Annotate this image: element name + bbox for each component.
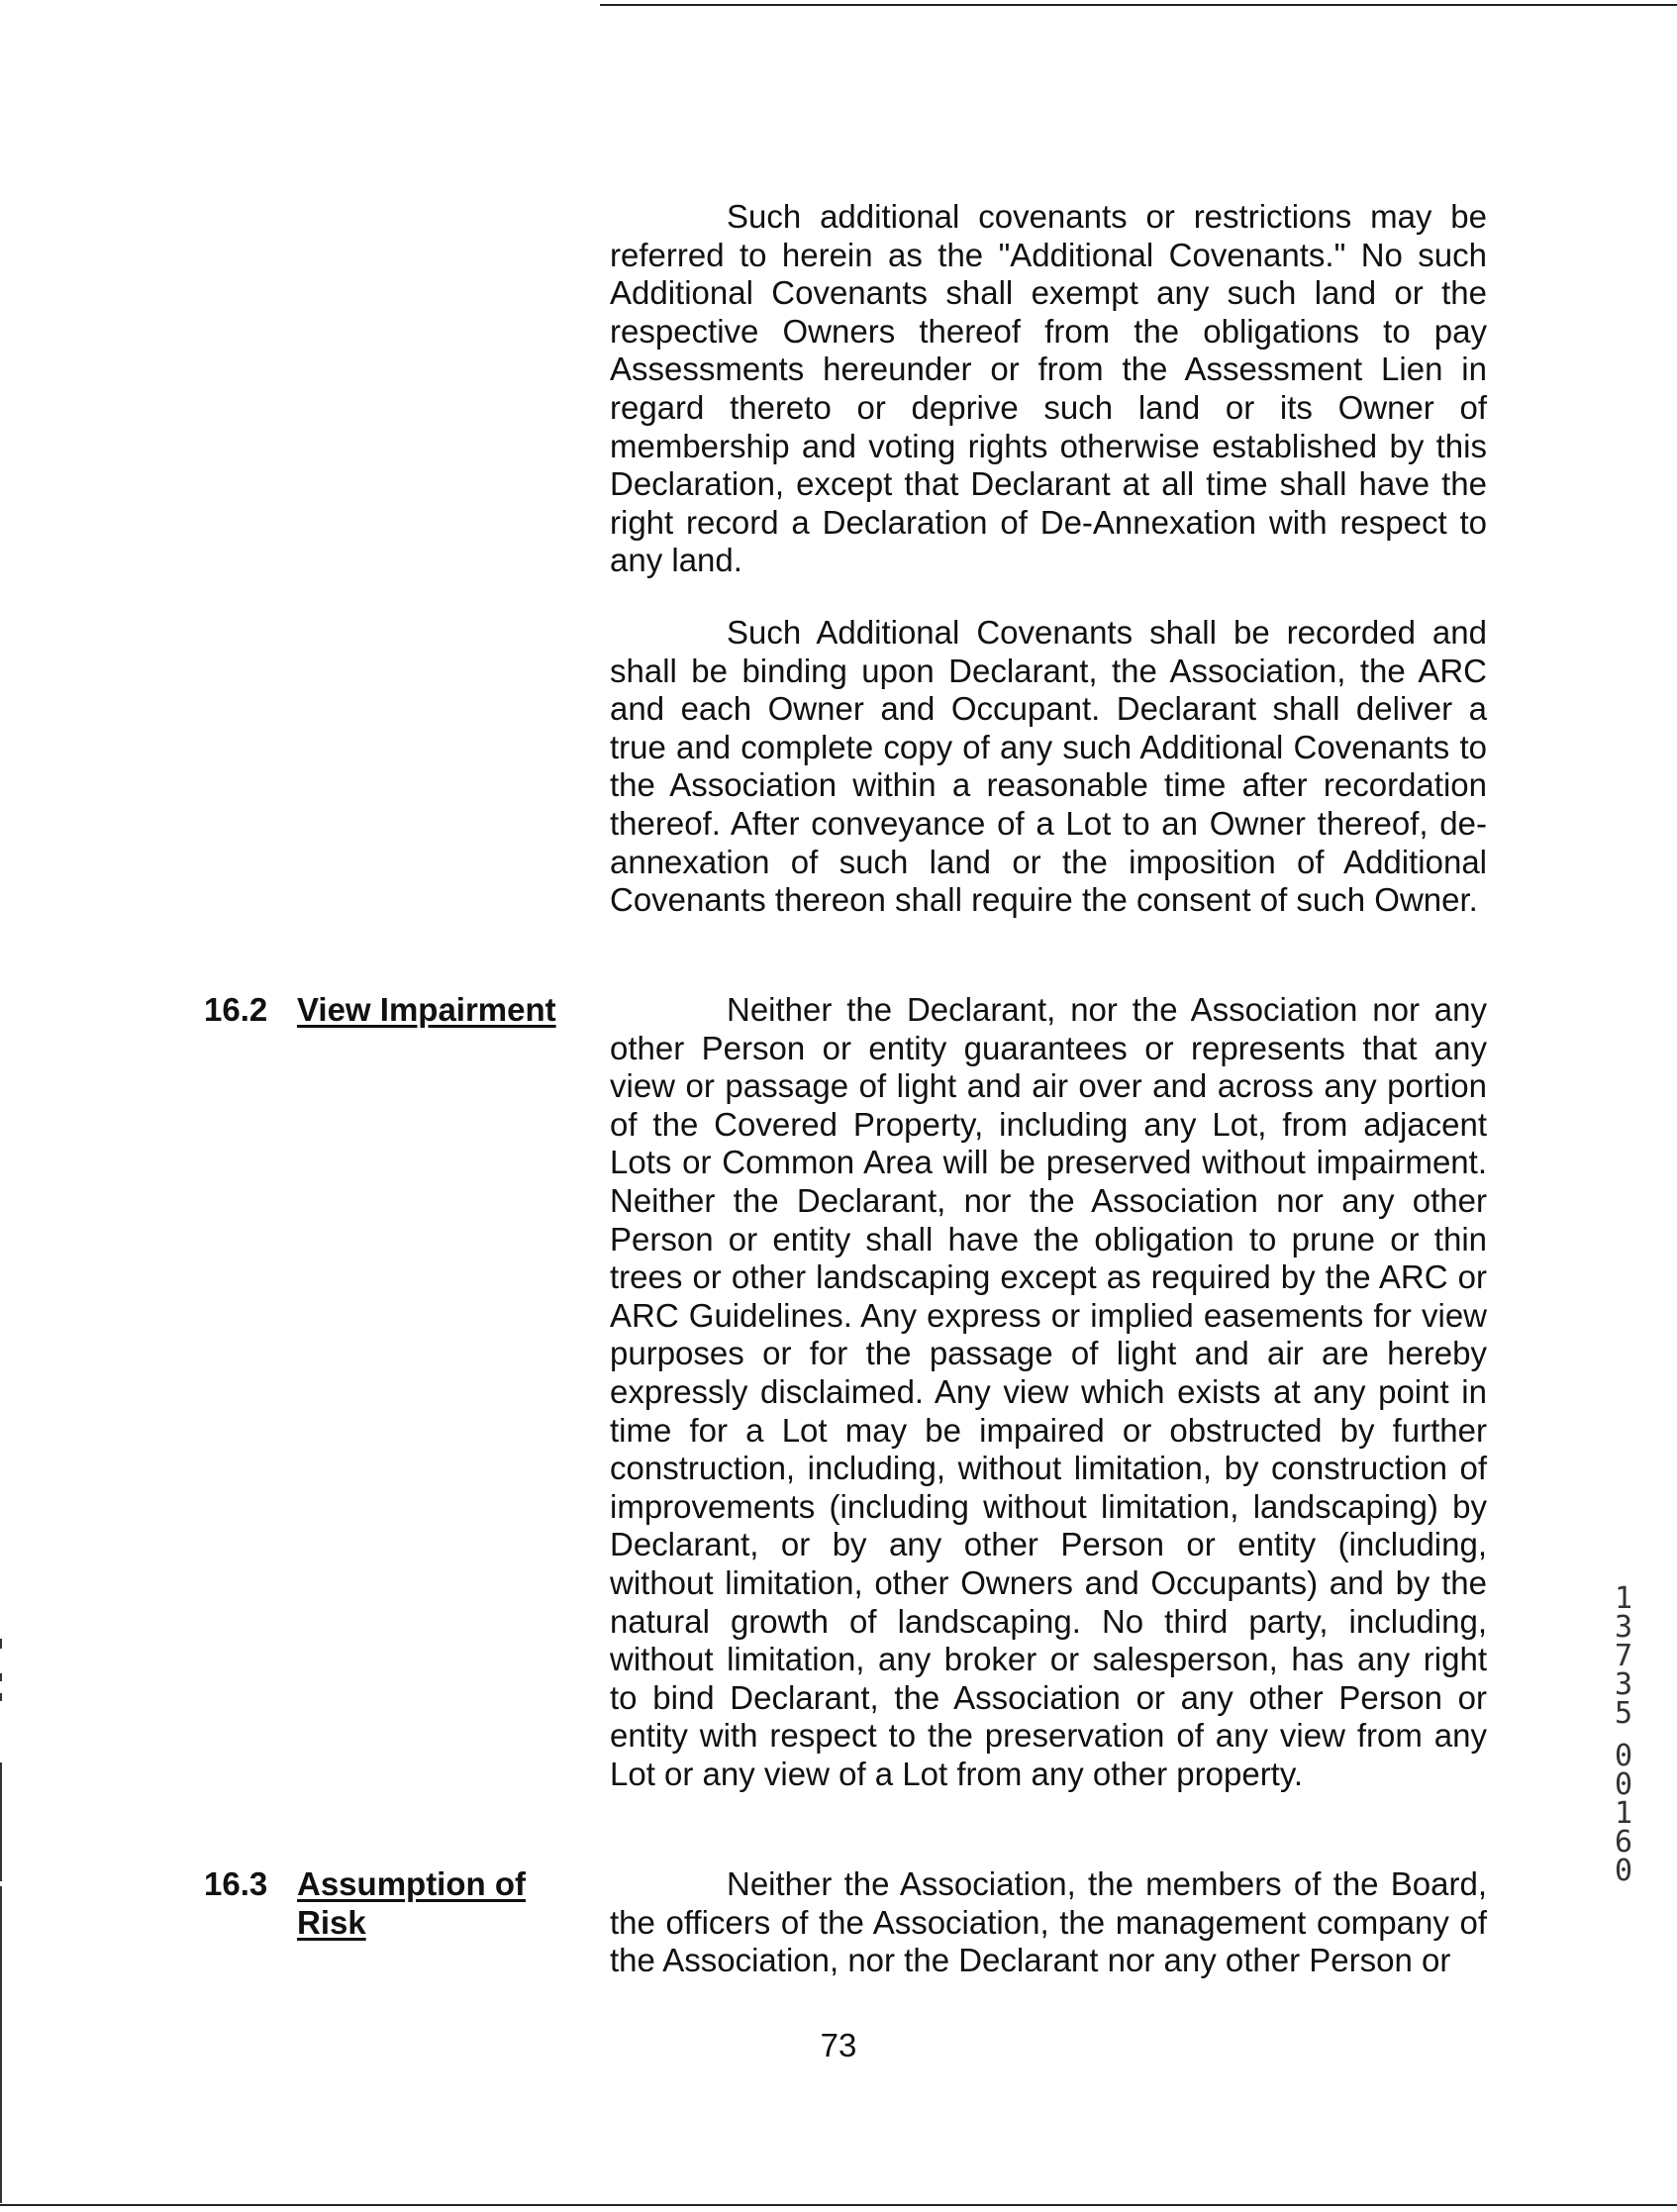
top-rule bbox=[600, 4, 1677, 6]
stamp-digit: 0 bbox=[1614, 1739, 1633, 1773]
left-edge-mark bbox=[0, 1639, 2, 1649]
stamp-digit: 3 bbox=[1614, 1610, 1633, 1645]
section-body: Neither the Declarant, nor the Association nor any other Person or entity guarantees or represents that any view or passage of light and air over and across any portion of the Covered Property, including any Lot, from adjacent Lots or Common Area will be preserved without impairment. Neither the Declarant, nor the Association nor any other Person or entity shall have the obligation to prune or thin trees or other landscaping except as required by the ARC or ARC Guidelines. Any express or implied easements for view purposes or for the passage of light and air are hereby expressly disclaimed. Any view which exists at any point in time for a Lot may be impaired or obstructed by further construction, including, without limitation, by construction of improvements (including without limitation, landscaping) by Declarant, or by any other Person or entity (including, without limitation, other Owners and Occupants) and by the natural growth of landscaping. No third party, including, without limitation, any broker or salesperson, has any right to bind Declarant, the Association or any other Person or entity with respect to the preservation of any view from any Lot or any view of a Lot from any other property. bbox=[610, 991, 1487, 1792]
section-title: Assumption of bbox=[297, 1865, 526, 1902]
left-edge-mark bbox=[0, 1762, 2, 1881]
section-title: Risk bbox=[297, 1903, 366, 1941]
section-number: 16.2 bbox=[204, 991, 268, 1028]
stamp-digit: 0 bbox=[1614, 1854, 1633, 1888]
stamp-digit: 5 bbox=[1614, 1696, 1633, 1731]
stamp-digit: 1 bbox=[1614, 1581, 1633, 1616]
stamp-digit: 7 bbox=[1614, 1639, 1633, 1673]
body-paragraph: Such Additional Covenants shall be recorded and shall be binding upon Declarant, the Association, the ARC and each Owner and Occupant. Declarant shall deliver a true and complete copy of any such Additional Covenants to the Association within a reasonable time after recordation thereof. After conveyance of a Lot to an Owner thereof, de-annexation of such land or the imposition of Additional Covenants thereon shall require the consent of such Owner. bbox=[610, 614, 1487, 919]
left-edge-mark bbox=[0, 1693, 2, 1701]
section-title: View Impairment bbox=[297, 991, 556, 1028]
section-body: Neither the Association, the members of the Board, the officers of the Association, the management company of the Association, nor the Declarant nor any other Person or bbox=[610, 1865, 1487, 1979]
stamp-digit: 0 bbox=[1614, 1767, 1633, 1802]
page-number: 73 bbox=[820, 2027, 857, 2063]
stamp-digit: 3 bbox=[1614, 1667, 1633, 1702]
recording-stamp bbox=[1609, 1581, 1638, 1888]
left-edge-mark bbox=[0, 1673, 2, 1681]
bottom-rule bbox=[0, 2204, 1677, 2206]
stamp-digit: 6 bbox=[1614, 1825, 1633, 1860]
section-number: 16.3 bbox=[204, 1865, 268, 1902]
body-paragraph: Such additional covenants or restrictions may be referred to herein as the "Additional Covenants." No such Additional Covenants shall exempt any such land or the respective Owners thereof from the obligations to pay Assessments hereunder or from the Assessment Lien in regard thereto or deprive such land or its Owner of membership and voting rights otherwise established by this Declaration, except that Declarant at all time shall have the right record a Declaration of De-Annexation with respect to any land. bbox=[610, 198, 1487, 579]
stamp-digit: 1 bbox=[1614, 1796, 1633, 1831]
